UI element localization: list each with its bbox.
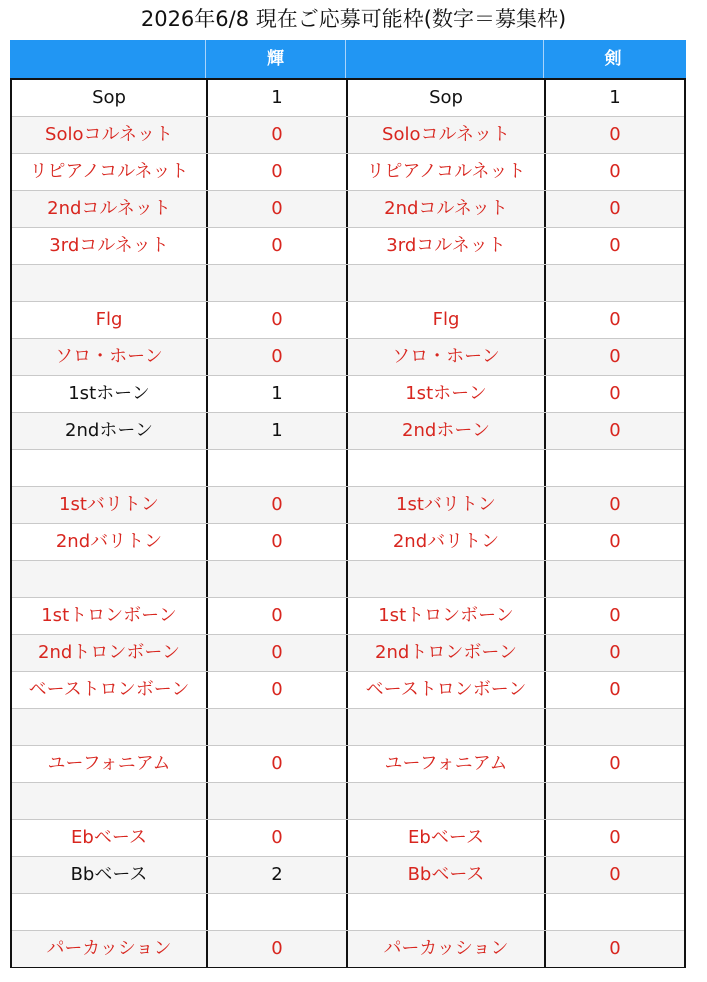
table-row [12, 561, 684, 598]
count-cell: 2 [208, 857, 348, 893]
table-row [12, 265, 684, 302]
table-row [12, 672, 684, 709]
part-name-cell [348, 450, 546, 486]
part-name-cell: 1stバリトン [348, 487, 546, 523]
table-row [12, 339, 684, 376]
part-name-cell: 1stバリトン [12, 487, 208, 523]
header-band-tsurugi: 剣 [604, 49, 622, 69]
recruitment-table [10, 40, 686, 968]
count-cell: 0 [208, 487, 348, 523]
part-name-cell [12, 450, 208, 486]
part-name-cell: 1stトロンボーン [348, 598, 546, 634]
count-cell: 0 [208, 746, 348, 782]
table-row [12, 820, 684, 857]
table-row [12, 117, 684, 154]
part-name-cell: リピアノコルネット [348, 154, 546, 190]
page-title: 2026年6/8 現在ご応募可能枠(数字＝募集枠) [140, 7, 567, 31]
count-cell: 0 [208, 154, 348, 190]
count-cell [546, 894, 684, 930]
part-name-cell: Ebベース [348, 820, 546, 856]
table-row [12, 450, 684, 487]
count-cell [208, 894, 348, 930]
part-name-cell [348, 783, 546, 819]
part-name-cell [348, 894, 546, 930]
part-name-cell: 2ndコルネット [12, 191, 208, 227]
part-name-cell [348, 265, 546, 301]
count-cell: 0 [546, 635, 684, 671]
part-name-cell [348, 561, 546, 597]
count-cell: 0 [609, 605, 621, 626]
table-row [12, 80, 684, 117]
table-row [12, 302, 684, 339]
part-name-cell [12, 265, 208, 301]
count-cell: 0 [546, 487, 684, 523]
count-cell [546, 783, 684, 819]
table-row [12, 191, 684, 228]
table-header [10, 40, 686, 78]
count-cell: 0 [208, 191, 348, 227]
count-cell: 0 [546, 339, 684, 375]
count-cell: 0 [609, 679, 621, 700]
count-cell: 0 [208, 339, 348, 375]
part-name-cell: Bbベース [12, 857, 208, 893]
count-cell: 1 [208, 80, 348, 116]
header-part-b [346, 40, 544, 78]
table-row [12, 413, 684, 450]
count-cell [546, 709, 684, 745]
count-cell: 1 [208, 376, 348, 412]
table-row [12, 857, 684, 894]
table-row [12, 376, 684, 413]
header-band-kagayaki: 輝 [206, 40, 346, 78]
count-cell: 0 [208, 820, 348, 856]
part-name-cell: Flg [348, 302, 546, 338]
count-cell: 0 [208, 524, 348, 560]
table-row [12, 635, 684, 672]
part-name-cell: Bbベース [348, 857, 546, 893]
count-cell [546, 450, 684, 486]
table-row [12, 154, 684, 191]
part-name-cell: 1stホーン [12, 376, 208, 412]
part-name-cell: Sop [348, 80, 546, 116]
part-name-cell: 2ndトロンボーン [12, 635, 208, 671]
count-cell: 0 [208, 302, 348, 338]
part-name-cell: 2ndコルネット [348, 191, 546, 227]
part-name-cell: 1stトロンボーン [12, 598, 208, 634]
part-name-cell: 3rdコルネット [12, 228, 208, 264]
count-cell: 0 [546, 857, 684, 893]
table-row [12, 894, 684, 931]
part-name-cell [12, 894, 208, 930]
table-row [12, 598, 684, 635]
count-cell [546, 561, 684, 597]
part-name-cell: ベーストロンボーン [348, 672, 546, 708]
count-cell [208, 709, 348, 745]
count-cell: 0 [609, 383, 621, 404]
header-part-a [10, 40, 206, 78]
part-name-cell: 3rdコルネット [348, 228, 546, 264]
table-row [12, 487, 684, 524]
count-cell: 0 [546, 117, 684, 153]
part-name-cell: Ebベース [12, 820, 208, 856]
part-name-cell [348, 709, 546, 745]
count-cell: 0 [208, 228, 348, 264]
part-name-cell: 1stホーン [348, 376, 546, 412]
part-name-cell: ソロ・ホーン [12, 339, 208, 375]
count-cell: 0 [546, 413, 684, 449]
part-name-cell: Flg [12, 302, 208, 338]
count-cell [208, 265, 348, 301]
part-name-cell: Soloコルネット [12, 117, 208, 153]
part-name-cell [12, 783, 208, 819]
count-cell [208, 450, 348, 486]
count-cell: 1 [609, 87, 621, 108]
count-cell: 1 [208, 413, 348, 449]
table-body [10, 78, 686, 968]
count-cell: 0 [208, 672, 348, 708]
count-cell: 0 [546, 931, 684, 967]
count-cell [208, 783, 348, 819]
count-cell: 0 [208, 598, 348, 634]
table-row [12, 746, 684, 783]
table-row [12, 709, 684, 746]
count-cell: 0 [208, 117, 348, 153]
part-name-cell: ベーストロンボーン [12, 672, 208, 708]
part-name-cell: 2ndホーン [12, 413, 208, 449]
table-row [12, 524, 684, 561]
count-cell: 0 [208, 931, 348, 967]
count-cell: 0 [546, 191, 684, 227]
table-row [12, 931, 684, 968]
count-cell: 0 [609, 161, 621, 182]
part-name-cell [12, 709, 208, 745]
count-cell: 0 [208, 635, 348, 671]
part-name-cell: 2ndバリトン [348, 524, 546, 560]
part-name-cell: Sop [12, 80, 208, 116]
count-cell: 0 [609, 235, 621, 256]
part-name-cell: 2ndバリトン [12, 524, 208, 560]
part-name-cell [12, 561, 208, 597]
count-cell: 0 [609, 753, 621, 774]
part-name-cell: パーカッション [348, 931, 546, 967]
count-cell [208, 561, 348, 597]
count-cell: 0 [609, 309, 621, 330]
count-cell: 0 [609, 531, 621, 552]
part-name-cell: パーカッション [12, 931, 208, 967]
part-name-cell: ユーフォニアム [12, 746, 208, 782]
table-row [12, 228, 684, 265]
count-cell [546, 265, 684, 301]
table-row [12, 783, 684, 820]
part-name-cell: 2ndトロンボーン [348, 635, 546, 671]
part-name-cell: 2ndホーン [348, 413, 546, 449]
part-name-cell: Soloコルネット [348, 117, 546, 153]
count-cell: 0 [609, 827, 621, 848]
part-name-cell: リピアノコルネット [12, 154, 208, 190]
part-name-cell: ユーフォニアム [348, 746, 546, 782]
part-name-cell: ソロ・ホーン [348, 339, 546, 375]
